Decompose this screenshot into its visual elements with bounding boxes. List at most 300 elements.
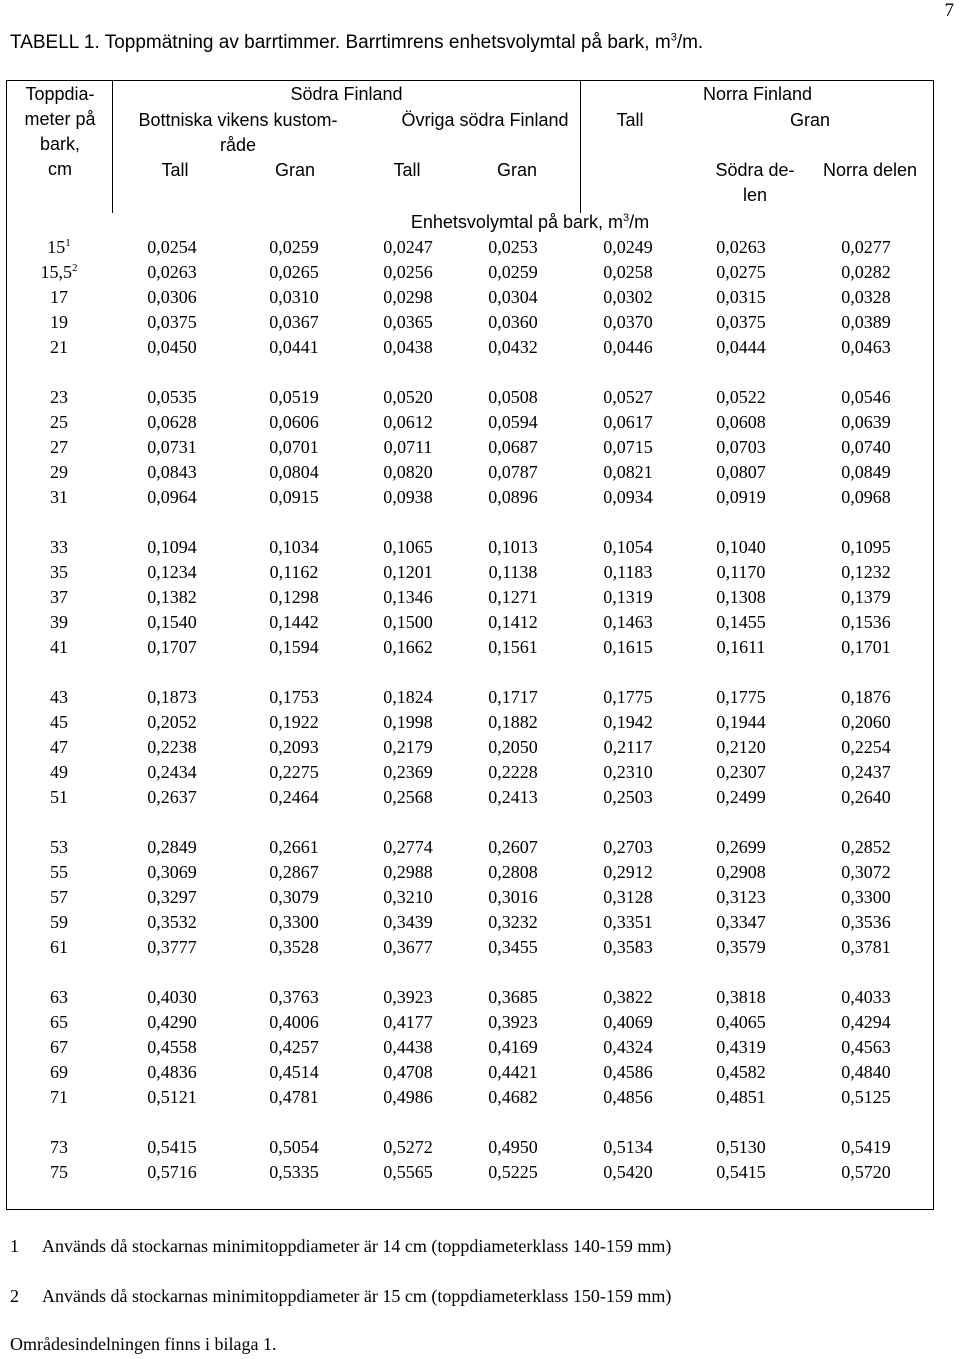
diameter-cell: [6, 560, 112, 585]
volume-cell: 0,3763: [269, 987, 319, 1007]
volume-cell: 0,2117: [603, 737, 653, 757]
volume-cell: 0,0639: [841, 412, 891, 432]
table-row: [6, 710, 934, 735]
diameter-cell: [6, 760, 112, 785]
footnote-ref: 2: [72, 262, 78, 274]
volume-cell: 0,0360: [488, 312, 538, 332]
diameter-cell: [6, 985, 112, 1010]
volume-cell: 0,1201: [383, 562, 433, 582]
volume-cell: 0,5225: [488, 1162, 538, 1182]
diameter-cell: [6, 435, 112, 460]
volume-cell: 0,2434: [147, 762, 197, 782]
diameter-cell: [6, 260, 112, 285]
volume-cell: 0,4319: [716, 1037, 766, 1057]
volume-cell: 0,0304: [488, 287, 538, 307]
north-north-part-header: Norra delen: [822, 160, 918, 180]
volume-cell: 0,0617: [603, 412, 653, 432]
volume-cell: 0,3781: [841, 937, 891, 957]
volume-cell: 0,1138: [488, 562, 538, 582]
volume-cell: 0,5272: [383, 1137, 433, 1157]
volume-cell: 0,0964: [147, 487, 197, 507]
table-row: [6, 685, 934, 710]
volume-cell: 0,2228: [488, 762, 538, 782]
volume-cell: 0,3536: [841, 912, 891, 932]
volume-cell: 0,5419: [841, 1137, 891, 1157]
diameter-value: 19: [50, 312, 68, 332]
volume-cell: 0,1412: [488, 612, 538, 632]
volume-cell: 0,1611: [716, 637, 766, 657]
volume-cell: 0,1942: [603, 712, 653, 732]
table-row: [6, 860, 934, 885]
volume-cell: 0,4006: [269, 1012, 319, 1032]
volume-cell: 0,1824: [383, 687, 433, 707]
volume-cell: 0,2464: [269, 787, 319, 807]
table-row: [6, 835, 934, 860]
volume-cell: 0,5121: [147, 1087, 197, 1107]
table-row: [6, 435, 934, 460]
volume-cell: 0,4558: [147, 1037, 197, 1057]
north-south-part-line: Södra de-: [715, 160, 795, 180]
volume-cell: 0,4986: [383, 1087, 433, 1107]
volume-cell: 0,0370: [603, 312, 653, 332]
volume-cell: 0,3210: [383, 887, 433, 907]
volume-cell: 0,0715: [603, 437, 653, 457]
diameter-cell: [6, 310, 112, 335]
volume-cell: 0,4582: [716, 1062, 766, 1082]
volume-cell: 0,0821: [603, 462, 653, 482]
diameter-cell: [6, 1060, 112, 1085]
table-row: [6, 585, 934, 610]
volume-cell: 0,0375: [716, 312, 766, 332]
region-note: Områdesindelningen finns i bilaga 1.: [10, 1334, 277, 1354]
volume-cell: 0,0608: [716, 412, 766, 432]
diameter-header: [8, 82, 112, 182]
volume-cell: 0,0258: [603, 262, 653, 282]
volume-cell: 0,2179: [383, 737, 433, 757]
diameter-value: 47: [50, 737, 68, 757]
volume-cell: 0,0519: [269, 387, 319, 407]
volume-cell: 0,4065: [716, 1012, 766, 1032]
volume-cell: 0,1615: [603, 637, 653, 657]
species-header-tall: Tall: [161, 160, 189, 180]
diameter-cell: [6, 635, 112, 660]
volume-cell: 0,1561: [488, 637, 538, 657]
diameter-value: 37: [50, 587, 68, 607]
volume-cell: 0,1308: [716, 587, 766, 607]
volume-cell: 0,4586: [603, 1062, 653, 1082]
diameter-cell: [6, 410, 112, 435]
bothnia-subregion-line: Bottniska vikens kustom-: [138, 110, 338, 130]
volume-cell: 0,2437: [841, 762, 891, 782]
diameter-cell: [6, 685, 112, 710]
other-south-subregion-header: Övriga södra Finland: [401, 110, 569, 130]
volume-cell: 0,5335: [269, 1162, 319, 1182]
volume-cell: 0,2275: [269, 762, 319, 782]
volume-cell: 0,0934: [603, 487, 653, 507]
volume-cell: 0,0915: [269, 487, 319, 507]
volume-cell: 0,4033: [841, 987, 891, 1007]
volume-cell: 0,2640: [841, 787, 891, 807]
bothnia-subregion-header: [113, 108, 363, 158]
diameter-value: 23: [50, 387, 68, 407]
table-row: [6, 910, 934, 935]
volume-cell: 0,2908: [716, 862, 766, 882]
volume-cell: 0,0968: [841, 487, 891, 507]
volume-cell: 0,4840: [841, 1062, 891, 1082]
table-row: [6, 235, 934, 260]
volume-cell: 0,1594: [269, 637, 319, 657]
volume-cell: 0,4438: [383, 1037, 433, 1057]
volume-cell: 0,3351: [603, 912, 653, 932]
region-south-header: Södra Finland: [290, 84, 403, 104]
volume-cell: 0,1094: [147, 537, 197, 557]
north-gran-header: Gran: [789, 110, 831, 130]
diameter-value: 29: [50, 462, 68, 482]
diameter-value: 21: [50, 337, 68, 357]
volume-cell: 0,0849: [841, 462, 891, 482]
volume-cell: 0,2912: [603, 862, 653, 882]
region-north-header: Norra Finland: [702, 84, 813, 104]
species-header-gran: Gran: [274, 160, 316, 180]
volume-cell: 0,0731: [147, 437, 197, 457]
diameter-header-line: Toppdia-: [25, 84, 95, 104]
volume-cell: 0,0594: [488, 412, 538, 432]
volume-cell: 0,0687: [488, 437, 538, 457]
volume-cell: 0,4563: [841, 1037, 891, 1057]
volume-cell: 0,2503: [603, 787, 653, 807]
diameter-cell: [6, 835, 112, 860]
diameter-cell: [6, 1010, 112, 1035]
volume-cell: 0,4257: [269, 1037, 319, 1057]
volume-cell: 0,2413: [488, 787, 538, 807]
footnote-number: 2: [10, 1286, 19, 1306]
volume-cell: 0,4169: [488, 1037, 538, 1057]
north-tall-header: Tall: [616, 110, 644, 130]
table-row: [6, 735, 934, 760]
volume-cell: 0,0508: [488, 387, 538, 407]
table-row: [6, 285, 934, 310]
volume-cell: 0,0520: [383, 387, 433, 407]
volume-cell: 0,3072: [841, 862, 891, 882]
volume-cell: 0,0546: [841, 387, 891, 407]
table-title-suffix: /m.: [676, 32, 704, 53]
species-header-gran: Gran: [496, 160, 538, 180]
table-row: [6, 410, 934, 435]
volume-cell: 0,0438: [383, 337, 433, 357]
volume-cell: 0,2852: [841, 837, 891, 857]
diameter-value: 39: [50, 612, 68, 632]
volume-cell: 0,1707: [147, 637, 197, 657]
volume-cell: 0,3016: [488, 887, 538, 907]
diameter-cell: [6, 935, 112, 960]
volume-cell: 0,1998: [383, 712, 433, 732]
footnote: [10, 1236, 671, 1257]
volume-cell: 0,0265: [269, 262, 319, 282]
volume-cell: 0,0315: [716, 287, 766, 307]
table-row: [6, 1035, 934, 1060]
footnote-number: 1: [10, 1236, 19, 1256]
footnote: [10, 1286, 671, 1307]
diameter-cell: [6, 1135, 112, 1160]
volume-cell: 0,1346: [383, 587, 433, 607]
volume-cell: 0,0259: [269, 237, 319, 257]
volume-cell: 0,2499: [716, 787, 766, 807]
volume-cell: 0,3300: [841, 887, 891, 907]
diameter-value: 69: [50, 1062, 68, 1082]
diameter-cell: [6, 235, 112, 260]
volume-cell: 0,1382: [147, 587, 197, 607]
volume-cell: 0,4290: [147, 1012, 197, 1032]
unit-label-sup: 3: [622, 212, 630, 224]
volume-cell: 0,2568: [383, 787, 433, 807]
volume-cell: 0,1170: [716, 562, 766, 582]
volume-cell: 0,3232: [488, 912, 538, 932]
diameter-cell: [6, 710, 112, 735]
diameter-value: 45: [50, 712, 68, 732]
diameter-cell: [6, 885, 112, 910]
volume-cell: 0,3583: [603, 937, 653, 957]
volume-cell: 0,4421: [488, 1062, 538, 1082]
volume-cell: 0,4514: [269, 1062, 319, 1082]
diameter-value: 59: [50, 912, 68, 932]
diameter-value: 33: [50, 537, 68, 557]
volume-cell: 0,4324: [603, 1037, 653, 1057]
volume-cell: 0,0919: [716, 487, 766, 507]
volume-cell: 0,5415: [147, 1137, 197, 1157]
volume-cell: 0,0263: [716, 237, 766, 257]
table-row: [6, 460, 934, 485]
volume-cell: 0,3069: [147, 862, 197, 882]
volume-cell: 0,4682: [488, 1087, 538, 1107]
diameter-value: 75: [50, 1162, 68, 1182]
volume-cell: 0,0306: [147, 287, 197, 307]
volume-cell: 0,2369: [383, 762, 433, 782]
volume-cell: 0,0938: [383, 487, 433, 507]
bothnia-subregion-line: råde: [219, 135, 257, 155]
table-title: [10, 32, 703, 54]
diameter-value: 53: [50, 837, 68, 857]
volume-cell: 0,4030: [147, 987, 197, 1007]
volume-cell: 0,0820: [383, 462, 433, 482]
volume-cell: 0,1536: [841, 612, 891, 632]
volume-cell: 0,1442: [269, 612, 319, 632]
volume-cell: 0,2774: [383, 837, 433, 857]
diameter-cell: [6, 860, 112, 885]
volume-cell: 0,0896: [488, 487, 538, 507]
volume-cell: 0,2238: [147, 737, 197, 757]
diameter-value: 49: [50, 762, 68, 782]
volume-cell: 0,0282: [841, 262, 891, 282]
volume-cell: 0,0432: [488, 337, 538, 357]
volume-cell: 0,1319: [603, 587, 653, 607]
volume-cell: 0,3532: [147, 912, 197, 932]
volume-cell: 0,0463: [841, 337, 891, 357]
volume-cell: 0,1095: [841, 537, 891, 557]
volume-cell: 0,2307: [716, 762, 766, 782]
volume-cell: 0,2607: [488, 837, 538, 857]
volume-cell: 0,5720: [841, 1162, 891, 1182]
diameter-header-line: bark,: [39, 134, 81, 154]
volume-cell: 0,2637: [147, 787, 197, 807]
volume-cell: 0,0275: [716, 262, 766, 282]
volume-cell: 0,3579: [716, 937, 766, 957]
table-row: [6, 1160, 934, 1185]
volume-cell: 0,4781: [269, 1087, 319, 1107]
volume-cell: 0,0263: [147, 262, 197, 282]
volume-cell: 0,3818: [716, 987, 766, 1007]
volume-cell: 0,1463: [603, 612, 653, 632]
volume-cell: 0,1922: [269, 712, 319, 732]
volume-cell: 0,3923: [488, 1012, 538, 1032]
diameter-value: 17: [50, 287, 68, 307]
volume-cell: 0,1298: [269, 587, 319, 607]
table-row: [6, 1085, 934, 1110]
volume-cell: 0,0277: [841, 237, 891, 257]
volume-cell: 0,3455: [488, 937, 538, 957]
volume-cell: 0,5125: [841, 1087, 891, 1107]
volume-cell: 0,0446: [603, 337, 653, 357]
diameter-value: 65: [50, 1012, 68, 1032]
volume-cell: 0,0375: [147, 312, 197, 332]
volume-cell: 0,0298: [383, 287, 433, 307]
diameter-cell: [6, 535, 112, 560]
diameter-value: 67: [50, 1037, 68, 1057]
volume-cell: 0,2050: [488, 737, 538, 757]
table-row: [6, 560, 934, 585]
diameter-cell: [6, 1035, 112, 1060]
volume-cell: 0,5054: [269, 1137, 319, 1157]
diameter-cell: [6, 485, 112, 510]
volume-cell: 0,1701: [841, 637, 891, 657]
diameter-cell: [6, 285, 112, 310]
volume-cell: 0,1162: [269, 562, 319, 582]
diameter-cell: [6, 585, 112, 610]
volume-cell: 0,0703: [716, 437, 766, 457]
page-number: 7: [944, 0, 954, 21]
volume-cell: 0,0450: [147, 337, 197, 357]
north-south-part-line: len: [742, 185, 768, 205]
volume-cell: 0,0711: [383, 437, 433, 457]
volume-cell: 0,0253: [488, 237, 538, 257]
diameter-value: 31: [50, 487, 68, 507]
volume-cell: 0,2661: [269, 837, 319, 857]
volume-cell: 0,0259: [488, 262, 538, 282]
volume-cell: 0,2254: [841, 737, 891, 757]
species-header-tall: Tall: [393, 160, 421, 180]
north-south-part-header: [700, 158, 810, 208]
diameter-header-line: cm: [48, 159, 72, 179]
volume-cell: 0,1034: [269, 537, 319, 557]
volume-cell: 0,0527: [603, 387, 653, 407]
volume-cell: 0,3822: [603, 987, 653, 1007]
volume-cell: 0,5420: [603, 1162, 653, 1182]
volume-cell: 0,0807: [716, 462, 766, 482]
volume-cell: 0,0310: [269, 287, 319, 307]
table-row: [6, 885, 934, 910]
volume-cell: 0,1882: [488, 712, 538, 732]
volume-cell: 0,1379: [841, 587, 891, 607]
diameter-value: 73: [50, 1137, 68, 1157]
volume-cell: 0,0444: [716, 337, 766, 357]
volume-cell: 0,2060: [841, 712, 891, 732]
table-row: [6, 760, 934, 785]
volume-cell: 0,0302: [603, 287, 653, 307]
table-row: [6, 260, 934, 285]
volume-cell: 0,3123: [716, 887, 766, 907]
volume-cell: 0,1775: [603, 687, 653, 707]
volume-cell: 0,0367: [269, 312, 319, 332]
volume-cell: 0,0612: [383, 412, 433, 432]
volume-cell: 0,2699: [716, 837, 766, 857]
volume-cell: 0,1873: [147, 687, 197, 707]
diameter-cell: [6, 910, 112, 935]
volume-cell: 0,0247: [383, 237, 433, 257]
volume-cell: 0,0787: [488, 462, 538, 482]
volume-cell: 0,4836: [147, 1062, 197, 1082]
volume-cell: 0,2052: [147, 712, 197, 732]
footnote-text: Används då stockarnas minimitoppdiameter är 15 cm (toppdiameterklass 150-159 mm): [42, 1286, 672, 1306]
volume-cell: 0,4856: [603, 1087, 653, 1107]
volume-cell: 0,1500: [383, 612, 433, 632]
diameter-cell: [6, 785, 112, 810]
table-row: [6, 485, 934, 510]
table-row: [6, 335, 934, 360]
volume-cell: 0,0535: [147, 387, 197, 407]
volume-cell: 0,4950: [488, 1137, 538, 1157]
volume-cell: 0,1717: [488, 687, 538, 707]
volume-cell: 0,0328: [841, 287, 891, 307]
volume-cell: 0,1662: [383, 637, 433, 657]
diameter-value: 15,5: [40, 262, 72, 282]
volume-cell: 0,0256: [383, 262, 433, 282]
diameter-value: 51: [50, 787, 68, 807]
volume-cell: 0,3079: [269, 887, 319, 907]
unit-label: [360, 210, 700, 235]
diameter-header-line: meter på: [24, 109, 96, 129]
volume-cell: 0,1183: [603, 562, 653, 582]
volume-cell: 0,0365: [383, 312, 433, 332]
volume-cell: 0,1876: [841, 687, 891, 707]
table-row: [6, 1060, 934, 1085]
diameter-value: 61: [50, 937, 68, 957]
volume-cell: 0,5716: [147, 1162, 197, 1182]
volume-cell: 0,1944: [716, 712, 766, 732]
table-row: [6, 310, 934, 335]
volume-cell: 0,1271: [488, 587, 538, 607]
volume-cell: 0,3777: [147, 937, 197, 957]
volume-cell: 0,3297: [147, 887, 197, 907]
volume-cell: 0,5565: [383, 1162, 433, 1182]
volume-cell: 0,4851: [716, 1087, 766, 1107]
volume-cell: 0,4069: [603, 1012, 653, 1032]
volume-cell: 0,2988: [383, 862, 433, 882]
volume-cell: 0,1232: [841, 562, 891, 582]
volume-cell: 0,1040: [716, 537, 766, 557]
diameter-value: 27: [50, 437, 68, 457]
diameter-value: 35: [50, 562, 68, 582]
volume-cell: 0,5130: [716, 1137, 766, 1157]
volume-cell: 0,4294: [841, 1012, 891, 1032]
volume-cell: 0,0701: [269, 437, 319, 457]
volume-cell: 0,1013: [488, 537, 538, 557]
diameter-value: 43: [50, 687, 68, 707]
volume-cell: 0,4708: [383, 1062, 433, 1082]
table-row: [6, 785, 934, 810]
volume-cell: 0,1234: [147, 562, 197, 582]
volume-cell: 0,0389: [841, 312, 891, 332]
volume-cell: 0,0740: [841, 437, 891, 457]
volume-cell: 0,3677: [383, 937, 433, 957]
